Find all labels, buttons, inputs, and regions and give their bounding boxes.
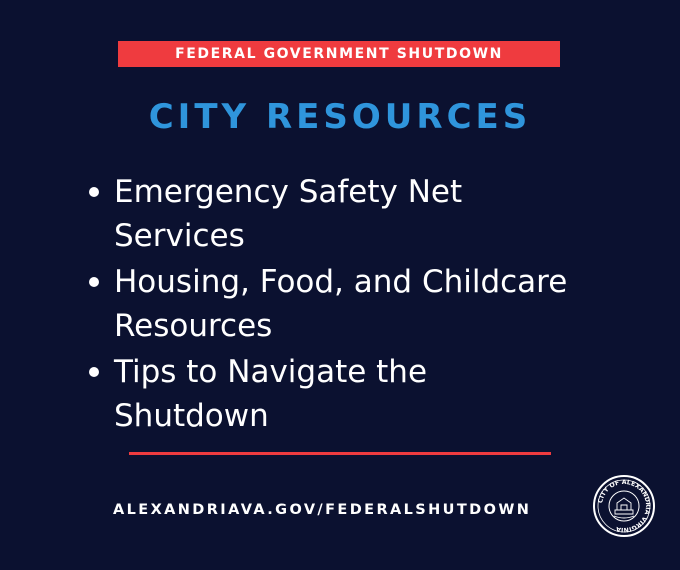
divider xyxy=(129,452,551,455)
list-item xyxy=(87,170,647,258)
list-item-line: Tips to Navigate the xyxy=(114,354,428,390)
page-title: CITY RESOURCES xyxy=(148,97,532,137)
list-item xyxy=(87,260,647,348)
city-seal-icon xyxy=(592,474,656,538)
list-item xyxy=(87,350,647,438)
list-item-line: Services xyxy=(114,218,245,254)
list-item-line: Emergency Safety Net xyxy=(114,174,463,210)
list-item-line: Housing, Food, and Childcare xyxy=(114,264,568,300)
bullet-icon xyxy=(89,367,99,377)
list-item-line: Shutdown xyxy=(114,398,269,434)
resources-list xyxy=(87,170,647,440)
shutdown-banner xyxy=(118,41,560,67)
bullet-icon xyxy=(89,187,99,197)
list-item-line: Resources xyxy=(114,308,273,344)
banner-text: FEDERAL GOVERNMENT SHUTDOWN xyxy=(175,46,503,62)
seal-ring-text: CITY OF ALEXANDRIA VIRGINIA xyxy=(597,478,652,534)
website-url: ALEXANDRIAVA.GOV/FEDERALSHUTDOWN xyxy=(113,502,532,518)
bullet-icon xyxy=(89,277,99,287)
